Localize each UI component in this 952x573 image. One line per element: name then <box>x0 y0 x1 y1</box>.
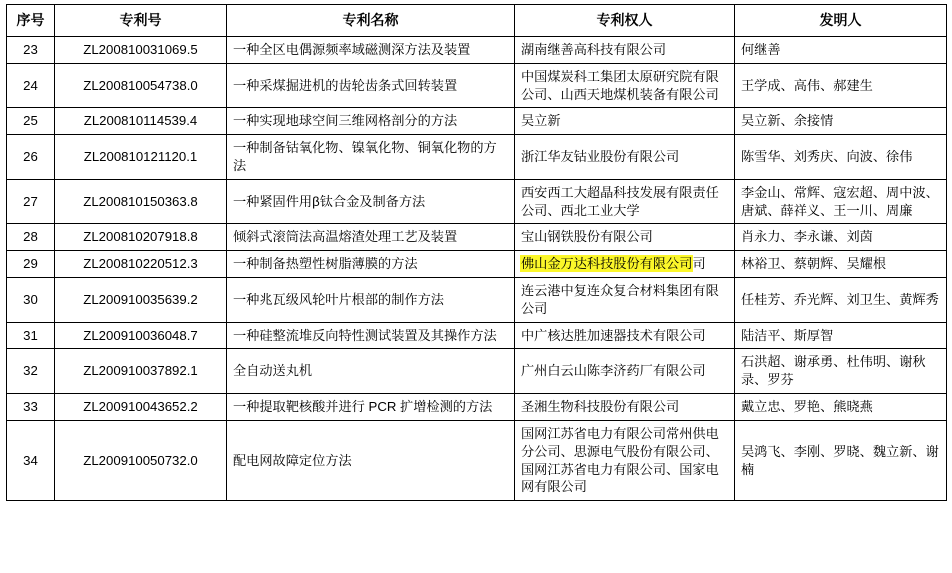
cell-inventor: 王学成、高伟、郝建生 <box>735 63 947 108</box>
cell-index: 23 <box>7 36 55 63</box>
table-row <box>7 224 947 251</box>
table-row <box>7 394 947 421</box>
cell-inventor: 肖永力、李永谦、刘茵 <box>735 224 947 251</box>
cell-patent-name: 一种提取靶核酸并进行 PCR 扩增检测的方法 <box>227 394 515 421</box>
cell-patent-name: 一种制备钴氧化物、镍氧化物、铜氧化物的方法 <box>227 135 515 180</box>
cell-patent-number: ZL200810150363.8 <box>55 179 227 224</box>
column-header-patent-name: 专利名称 <box>227 5 515 37</box>
cell-index: 34 <box>7 420 55 500</box>
cell-patent-owner: 广州白云山陈李济药厂有限公司 <box>515 349 735 394</box>
cell-patent-number: ZL200910043652.2 <box>55 394 227 421</box>
cell-patent-name: 一种实现地球空间三维网格剖分的方法 <box>227 108 515 135</box>
cell-patent-owner: 圣湘生物科技股份有限公司 <box>515 394 735 421</box>
cell-inventor: 吴立新、余接情 <box>735 108 947 135</box>
table-row <box>7 278 947 323</box>
cell-inventor: 石洪超、谢承勇、杜伟明、谢秋录、罗芬 <box>735 349 947 394</box>
cell-patent-owner: 中国煤炭科工集团太原研究院有限公司、山西天地煤机装备有限公司 <box>515 63 735 108</box>
table-row <box>7 349 947 394</box>
cell-patent-name: 一种兆瓦级风轮叶片根部的制作方法 <box>227 278 515 323</box>
cell-inventor: 林裕卫、蔡朝辉、吴耀根 <box>735 251 947 278</box>
cell-patent-owner: 湖南继善高科技有限公司 <box>515 36 735 63</box>
cell-index: 30 <box>7 278 55 323</box>
cell-patent-number: ZL200810114539.4 <box>55 108 227 135</box>
cell-patent-owner: 吴立新 <box>515 108 735 135</box>
cell-inventor: 陈雪华、刘秀庆、向波、徐伟 <box>735 135 947 180</box>
table-row <box>7 251 947 278</box>
table-row <box>7 36 947 63</box>
cell-patent-number: ZL200810054738.0 <box>55 63 227 108</box>
column-header-inventor: 发明人 <box>735 5 947 37</box>
cell-patent-number: ZL200910036048.7 <box>55 322 227 349</box>
cell-index: 33 <box>7 394 55 421</box>
column-header-index: 序号 <box>7 5 55 37</box>
cell-patent-number: ZL200810121120.1 <box>55 135 227 180</box>
column-header-patent-owner: 专利权人 <box>515 5 735 37</box>
cell-inventor: 任桂芳、乔光辉、刘卫生、黄辉秀 <box>735 278 947 323</box>
cell-patent-name: 一种采煤掘进机的齿轮齿条式回转装置 <box>227 63 515 108</box>
table-header-row <box>7 5 947 37</box>
cell-patent-owner: 西安西工大超晶科技发展有限责任公司、西北工业大学 <box>515 179 735 224</box>
column-header-patent-number: 专利号 <box>55 5 227 37</box>
cell-patent-name: 全自动送丸机 <box>227 349 515 394</box>
cell-index: 31 <box>7 322 55 349</box>
patent-table <box>6 4 947 501</box>
cell-patent-number: ZL200910035639.2 <box>55 278 227 323</box>
cell-patent-name: 倾斜式滚筒法高温熔渣处理工艺及装置 <box>227 224 515 251</box>
cell-patent-number: ZL200810207918.8 <box>55 224 227 251</box>
table-body <box>7 36 947 500</box>
cell-patent-number: ZL200910037892.1 <box>55 349 227 394</box>
cell-patent-owner: 连云港中复连众复合材料集团有限公司 <box>515 278 735 323</box>
cell-inventor: 陆洁平、斯厚智 <box>735 322 947 349</box>
cell-index: 32 <box>7 349 55 394</box>
table-row <box>7 322 947 349</box>
cell-inventor: 吴鸿飞、李刚、罗晓、魏立新、谢楠 <box>735 420 947 500</box>
cell-patent-name: 一种全区电偶源频率域磁测深方法及装置 <box>227 36 515 63</box>
cell-patent-owner: 国网江苏省电力有限公司常州供电分公司、思源电气股份有限公司、国网江苏省电力有限公司、国家电网有限公司 <box>515 420 735 500</box>
table-row <box>7 108 947 135</box>
cell-index: 26 <box>7 135 55 180</box>
table-row <box>7 179 947 224</box>
cell-index: 27 <box>7 179 55 224</box>
cell-patent-owner-highlighted <box>515 251 735 278</box>
cell-patent-owner: 浙江华友钴业股份有限公司 <box>515 135 735 180</box>
cell-patent-number: ZL200810220512.3 <box>55 251 227 278</box>
cell-patent-name: 一种紧固件用β钛合金及制备方法 <box>227 179 515 224</box>
cell-index: 24 <box>7 63 55 108</box>
cell-inventor: 李金山、常辉、寇宏超、周中波、唐斌、薛祥义、王一川、周廉 <box>735 179 947 224</box>
cell-index: 28 <box>7 224 55 251</box>
cell-patent-name: 一种硅整流堆反向特性测试装置及其操作方法 <box>227 322 515 349</box>
cell-patent-number: ZL200910050732.0 <box>55 420 227 500</box>
cell-patent-owner: 宝山钢铁股份有限公司 <box>515 224 735 251</box>
table-row <box>7 420 947 500</box>
owner-tail: 司 <box>692 256 706 272</box>
cell-patent-name: 一种制备热塑性树脂薄膜的方法 <box>227 251 515 278</box>
cell-index: 29 <box>7 251 55 278</box>
highlight-mark: 佛山金万达科技股份有限公司 <box>521 256 693 272</box>
cell-index: 25 <box>7 108 55 135</box>
table-header <box>7 5 947 37</box>
table-row <box>7 63 947 108</box>
cell-inventor: 戴立忠、罗艳、熊晓燕 <box>735 394 947 421</box>
cell-patent-name: 配电网故障定位方法 <box>227 420 515 500</box>
table-row <box>7 135 947 180</box>
cell-inventor: 何继善 <box>735 36 947 63</box>
cell-patent-owner: 中广核达胜加速器技术有限公司 <box>515 322 735 349</box>
cell-patent-number: ZL200810031069.5 <box>55 36 227 63</box>
